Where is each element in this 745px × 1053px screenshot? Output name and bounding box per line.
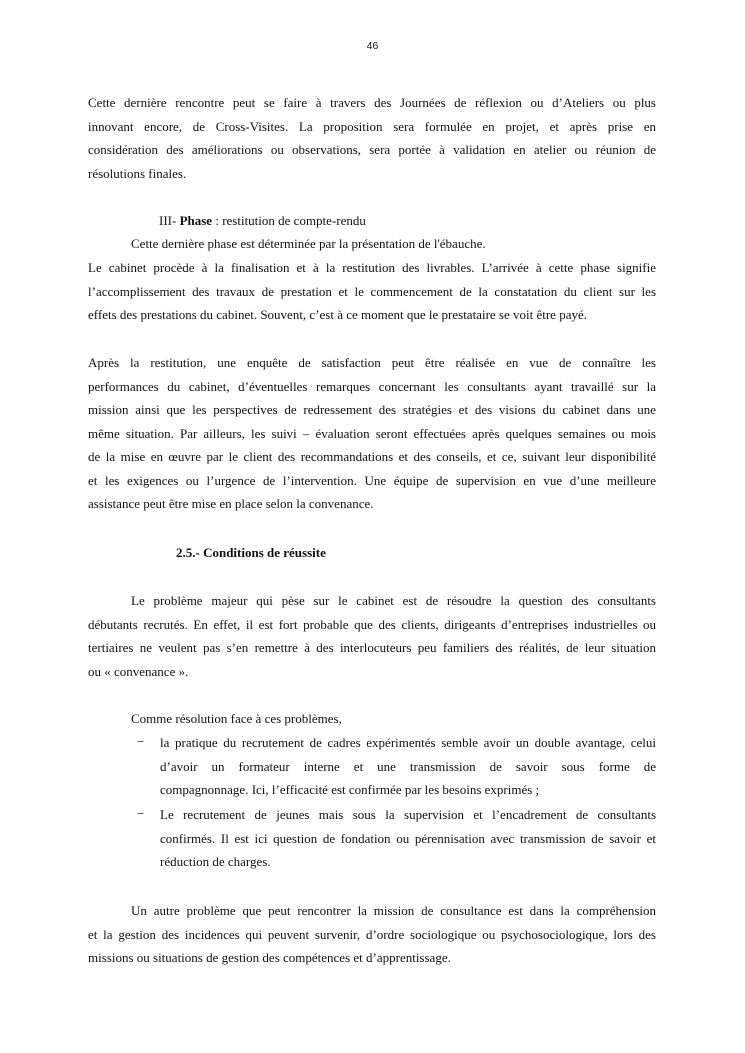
text-line: d’avoir un formateur interne et une transmission de savoir sous forme de <box>160 758 656 774</box>
paragraph-1 <box>88 91 656 185</box>
text-line: et la gestion des incidences qui peuvent survenir, d’ordre sociologique ou psychosociologique, lors des <box>88 926 656 942</box>
text-line: performances du cabinet, d’éventuelles remarques concernant les consultants ayant travaillé sur la <box>88 378 656 394</box>
phase-heading <box>159 211 366 231</box>
text-line: innovant encore, de Cross-Visites. La proposition sera formulée en projet, et après prise en <box>88 118 656 134</box>
text-line: confirmés. Il est ici question de fondation ou pérennisation avec transmission de savoir et <box>160 830 656 846</box>
text-line: Le problème majeur qui pèse sur le cabinet est de résoudre la question des consultants <box>131 593 656 608</box>
text-line: réduction de charges. <box>160 854 271 869</box>
phase-heading-prefix: III- <box>159 213 180 228</box>
paragraph-3 <box>88 351 656 516</box>
text-line: de la mise en œuvre par le client des recommandations et des conseils, et ce, suivant leur disponibilité <box>88 449 656 464</box>
bullet-item-2 <box>160 803 656 874</box>
text-line: résolutions finales. <box>88 165 187 181</box>
bullet-marker: − <box>137 734 145 749</box>
text-line: Un autre problème que peut rencontrer la mission de consultance est dans la compréhension <box>131 903 656 918</box>
text-line: et les exigences ou l’urgence de l’intervention. Une équipe de supervision en vue d’une meilleure <box>88 472 656 488</box>
text-line: même situation. Par ailleurs, les suivi – évaluation seront effectuées après quelques semaines ou mois <box>88 425 656 441</box>
text-line: compagnonnage. Ici, l’efficacité est confirmée par les besoins exprimés ; <box>160 782 540 797</box>
text-line: Cette dernière rencontre peut se faire à travers des Journées de réflexion ou d’Ateliers ou plus <box>88 95 656 110</box>
text-line: Le recrutement de jeunes mais sous la supervision et l’encadrement de consultants <box>160 807 656 822</box>
phase-heading-bold: Phase <box>179 213 213 228</box>
paragraph-2 <box>88 256 656 327</box>
text-line: considération des améliorations ou observations, sera portée à validation en atelier ou réunion de <box>88 142 656 157</box>
paragraph-6 <box>88 899 656 970</box>
text-line: assistance peut être mise en place selon la convenance. <box>88 496 374 511</box>
bullet-marker: − <box>137 806 145 821</box>
resolution-intro: Comme résolution face à ces problèmes, <box>131 711 342 726</box>
paragraph-4 <box>88 589 656 683</box>
text-line: effets des prestations du cabinet. Souvent, c’est à ce moment que le prestataire se voit être payé. <box>88 307 587 322</box>
text-line: débutants recrutés. En effet, il est fort probable que des clients, dirigeants d’entreprises industrielles ou <box>88 616 656 632</box>
text-line: Après la restitution, une enquête de satisfaction peut être réalisée en vue de connaître les <box>88 355 656 370</box>
bullet-item-1 <box>160 731 656 802</box>
text-line: tertiaires ne veulent pas s’en remettre à des interlocuteurs peu familiers des réalités, de leur situation <box>88 640 656 655</box>
text-line: mission ainsi que les perspectives de redressement des stratégies et des visions du cabinet dans une <box>88 402 656 417</box>
text-line: l’accomplissement des travaux de prestation et le commencement de la constatation du client sur les <box>88 283 656 299</box>
text-line: la pratique du recrutement de cadres expérimentés semble avoir un double avantage, celui <box>160 735 656 750</box>
section-title: 2.5.- Conditions de réussite <box>176 545 326 560</box>
page-number: 46 <box>366 40 379 52</box>
text-line: ou « convenance ». <box>88 663 189 679</box>
text-line: Le cabinet procède à la finalisation et à la restitution des livrables. L’arrivée à cette phase signifie <box>88 260 656 275</box>
phase-heading-rest: : restitution de compte-rendu <box>212 213 366 228</box>
phase-intro: Cette dernière phase est déterminée par la présentation de l'ébauche. <box>131 236 486 251</box>
text-line: missions ou situations de gestion des compétences et d’apprentissage. <box>88 950 451 965</box>
